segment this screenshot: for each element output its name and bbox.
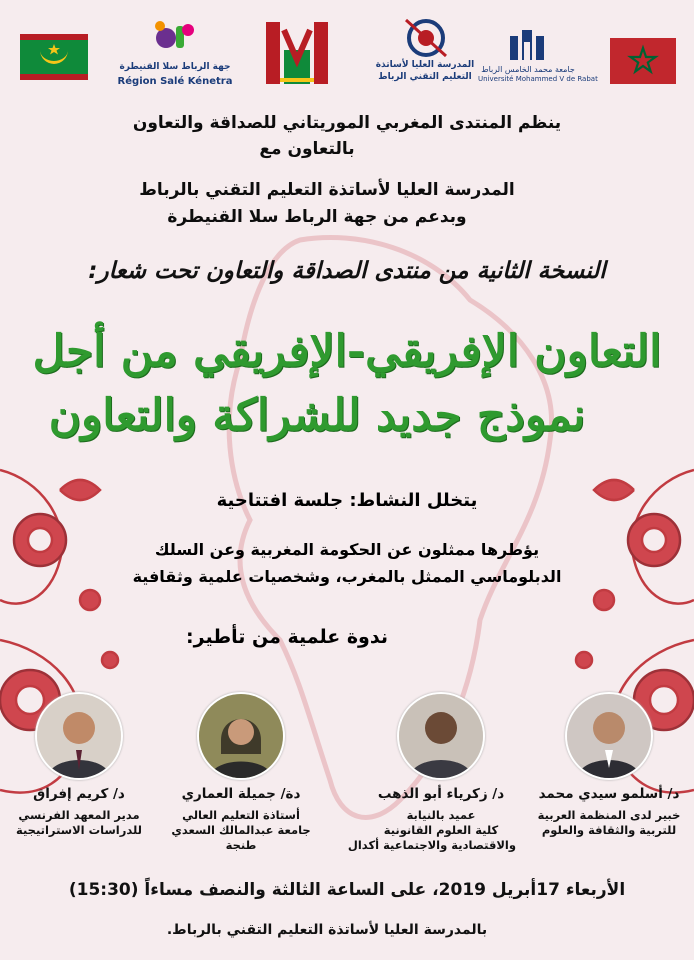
speaker-name: د/ كريم إفراق <box>33 786 125 802</box>
person-avatar-icon <box>199 694 283 778</box>
slogan-line-2: نموذج جديد للشراكة والتعاون <box>48 390 586 441</box>
organizer-line: ينظم المنتدى المغربي الموريتاني للصداقة والتعاون <box>132 113 562 133</box>
speaker-role: جامعة عبدالمالك السعدي <box>171 823 311 837</box>
speaker-role: عميد بالنيابة <box>406 808 476 822</box>
speaker-card <box>4 692 154 838</box>
speaker-role: أستاذة التعليم العالي <box>182 808 300 822</box>
person-avatar-icon <box>37 694 121 778</box>
speaker-name: د/ زكرياء أبو الذهب <box>377 786 505 802</box>
speaker-role: والاقتصادية والاجتماعية أكدال <box>347 838 516 852</box>
university-name-fr: Université Mohammed V de Rabat <box>478 75 598 83</box>
person-avatar-icon <box>399 694 483 778</box>
speaker-role: مدير المعهد الفرنسي <box>18 808 140 822</box>
region-name-fr: Région Salé Kénetra <box>117 76 233 87</box>
speaker-name: دة/ جميلة العماري <box>181 786 301 802</box>
speaker-photo <box>35 692 123 780</box>
enset-logo-icon <box>402 16 450 60</box>
speaker-role: خبير لدى المنظمة العربية <box>537 808 681 822</box>
mauritania-flag-icon <box>20 34 88 80</box>
university-logo-icon <box>506 28 550 62</box>
enset-name-line1: المدرسة العليا لأساتذة <box>375 60 475 70</box>
speaker-card <box>347 692 516 853</box>
logos-row <box>0 16 694 102</box>
speaker-photo <box>197 692 285 780</box>
event-venue: بالمدرسة العليا لأساتذة التعليم التقني بالرباط. <box>166 922 488 938</box>
region-logo-icon <box>150 18 200 58</box>
speaker-photo <box>397 692 485 780</box>
cooperation-line: بالتعاون مع <box>259 139 355 159</box>
speaker-name: د/ أسلمو سيدي محمد <box>538 786 680 802</box>
opening-session-line-2: الدبلوماسي الممثل بالمغرب، وشخصيات علمية وثقافية <box>132 567 562 586</box>
morocco-flag-icon <box>610 38 676 84</box>
event-date-time: الأربعاء 17أبريل 2019، على الساعة الثالثة والنصف مساءاً (15:30) <box>68 880 626 900</box>
speaker-card <box>166 692 316 853</box>
forum-logo-icon <box>262 20 332 94</box>
speaker-role: للتربية والثقافة والعلوم <box>541 823 677 837</box>
speaker-photo <box>565 692 653 780</box>
enset-name-line2: التعليم التقني الرباط <box>378 72 472 82</box>
opening-session-line-1: يؤطرها ممثلون عن الحكومة المغربية وعن السلك <box>154 540 540 559</box>
speaker-role: للدراسات الاستراتيجية <box>16 823 142 837</box>
speaker-role: طنجة <box>225 838 257 852</box>
partner-school-line: المدرسة العليا لأساتذة التعليم التقني بالرباط <box>139 180 515 200</box>
slogan-line-1: التعاون الإفريقي-الإفريقي من أجل <box>32 326 662 377</box>
person-avatar-icon <box>567 694 651 778</box>
region-name-ar: جهة الرباط سلا القنيطرة <box>119 62 231 72</box>
support-line: وبدعم من جهة الرباط سلا القنيطرة <box>167 207 467 227</box>
edition-line: النسخة الثانية من منتدى الصداقة والتعاون تحت شعار: <box>88 258 606 284</box>
university-name-ar: جامعة محمد الخامس الرباط <box>481 65 575 74</box>
speaker-role: كلية العلوم القانونية <box>383 823 499 837</box>
activity-line: يتخلل النشاط: جلسة افتتاحية <box>216 490 478 511</box>
seminar-heading: ندوة علمية من تأطير: <box>186 626 388 648</box>
speaker-card <box>534 692 684 838</box>
